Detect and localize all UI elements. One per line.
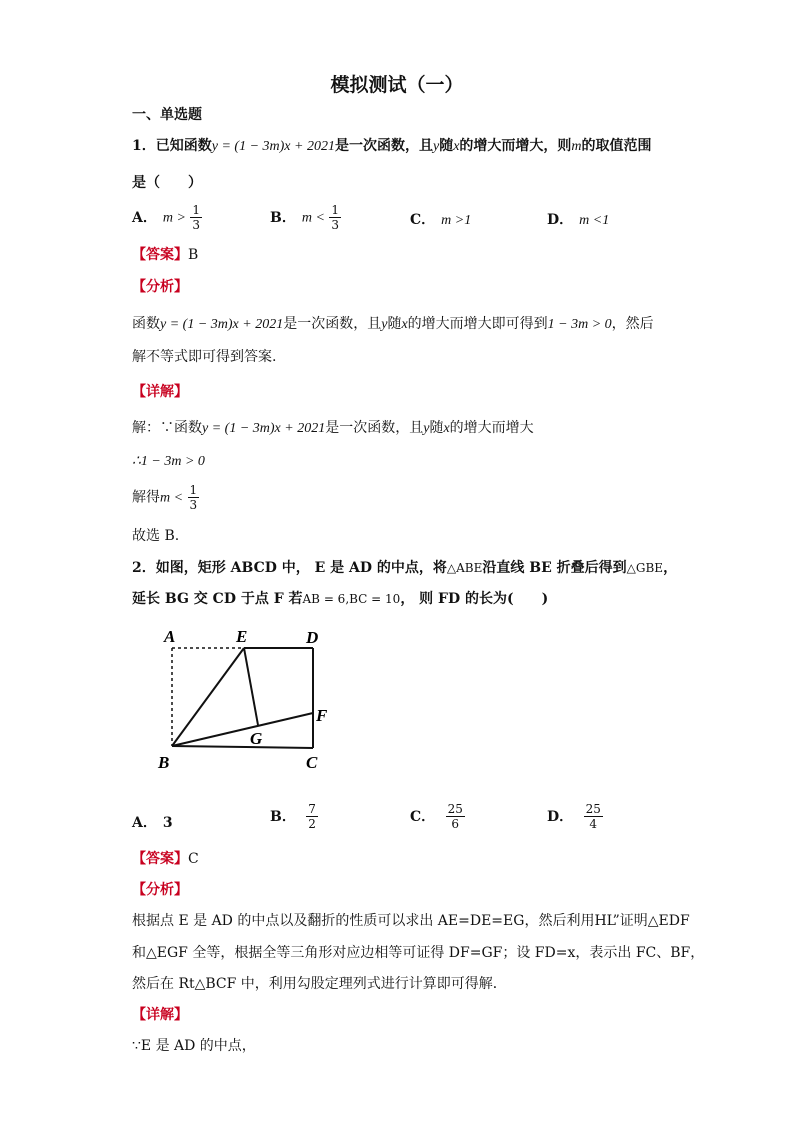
figure-label-b: B [158, 753, 170, 772]
q2-line1-end: ， [663, 560, 678, 576]
q1-analysis-tag: 【分析】 [132, 279, 188, 295]
q1-option-a-expr: m > [162, 210, 186, 226]
q1-option-b-expr: m < [301, 210, 325, 226]
q2-option-d[interactable] [547, 802, 603, 831]
q2-given: AB = 6,BC = 10 [302, 592, 401, 606]
q2-option-c-den: 6 [451, 817, 460, 831]
q1-option-c-label: C． [410, 212, 436, 228]
q1-analysis-line1 [132, 313, 654, 333]
q1-analysis-mid2: 的增大而增大即可得到 [407, 316, 548, 332]
page-title: 模拟测试（一） [330, 74, 464, 96]
q2-option-a-expr: 3 [162, 815, 173, 831]
q1-analysis-x: x [401, 317, 408, 332]
q1-answer-value: B [188, 247, 199, 263]
q1-option-a[interactable] [132, 203, 202, 232]
q2-option-d-num: 25 [585, 802, 601, 816]
q1-option-a-den: 3 [192, 218, 201, 232]
figure-line-eg [244, 648, 258, 725]
q2-option-d-frac [584, 802, 603, 831]
q1-solve [132, 483, 199, 512]
q1-var-y: y [432, 139, 440, 154]
q2-analysis-tag: 【分析】 [132, 882, 188, 898]
q2-tri1: △ABE [446, 561, 483, 575]
q2-option-c[interactable] [410, 802, 465, 831]
q1-stem-end: 的取值范围 [581, 138, 652, 154]
q1-option-b[interactable] [270, 203, 341, 232]
q1-analysis-ineq: 1 − 3m > 0 [547, 317, 612, 332]
q1-analysis-pre: 函数 [132, 316, 160, 332]
q1-stem [132, 135, 652, 155]
q1-answer-tag: 【答案】 [132, 247, 188, 263]
q2-option-b-frac [306, 802, 318, 831]
q1-analysis-sui: 随 [387, 316, 402, 332]
q1-sui: 随 [439, 138, 454, 154]
q1-detail-tag: 【详解】 [132, 384, 188, 400]
q1-solve-pre: 解得 [132, 489, 160, 506]
q1-option-d-expr: m <1 [579, 213, 610, 228]
q1-conclusion: 故选 B. [132, 528, 180, 544]
q2-line2-end: ， 则 FD 的长为( ) [400, 591, 549, 607]
q1-stem-pre: 已知函数 [155, 138, 212, 154]
q1-solve-frac [188, 483, 200, 512]
q1-number: 1． [132, 138, 156, 154]
q1-option-d-label: D． [547, 212, 574, 228]
q2-option-c-label: C． [410, 808, 436, 825]
q1-option-d[interactable] [547, 209, 609, 229]
q2-option-b[interactable] [270, 802, 318, 831]
figure-label-e: E [236, 627, 248, 646]
q1-therefore: ∴1 − 3m > 0 [132, 454, 205, 469]
q1-detail-formula: y = (1 − 3m)x + 2021 [202, 421, 326, 436]
q1-option-b-frac [329, 203, 341, 232]
q1-stem-line2: 是（ ） [132, 175, 202, 191]
q1-option-a-label: A． [132, 209, 157, 226]
q2-tri2: △GBE [626, 561, 664, 575]
q2-detail-tag: 【详解】 [132, 1007, 188, 1023]
q2-option-b-den: 2 [308, 817, 316, 831]
q1-detail-sui: 随 [429, 420, 444, 436]
q1-analysis-mid: 是一次函数，且 [283, 316, 382, 332]
q1-option-a-num: 1 [192, 203, 201, 217]
q1-detail-end: 的增大而增大 [449, 420, 534, 436]
figure-label-a: A [164, 627, 176, 646]
q2-answer-tag: 【答案】 [132, 851, 188, 867]
q2-line2-pre: 延长 BG 交 CD 于点 F 若 [132, 591, 303, 607]
q2-option-b-label: B． [270, 808, 296, 825]
q1-solve-den: 3 [189, 498, 198, 512]
q2-answer-value: C [188, 851, 199, 867]
q1-option-b-num: 1 [331, 203, 339, 217]
q2-option-c-frac [446, 802, 465, 831]
q2-option-d-label: D． [547, 808, 574, 825]
q1-detail-y: y [423, 421, 430, 436]
section-heading: 一、单选题 [132, 107, 202, 123]
q1-detail-pre: 解：∵函数 [132, 420, 202, 436]
q2-analysis-line1: 根据点 E 是 AD 的中点以及翻折的性质可以求出 AE=DE=EG，然后利用HL”证明△EDF [132, 913, 690, 929]
figure-label-d: D [306, 628, 319, 647]
q2-option-b-num: 7 [308, 802, 316, 816]
q1-analysis-line2: 解不等式即可得到答案. [132, 349, 277, 365]
q1-var-x: x [453, 139, 460, 154]
q1-detail-mid: 是一次函数，且 [325, 420, 424, 436]
figure-label-c: C [306, 753, 318, 772]
q1-option-c[interactable] [410, 209, 471, 229]
q2-stem-line1 [132, 557, 677, 577]
q1-var-m: m [571, 139, 582, 154]
q2-answer [132, 848, 199, 868]
q2-line1-pre: 如图，矩形 ABCD 中， E 是 AD 的中点，将 [155, 560, 447, 576]
q1-detail-x: x [443, 421, 450, 436]
q2-stem-line2 [132, 588, 548, 608]
q2-analysis-line2: 和△EGF 全等，根据全等三角形对应边相等可证得 DF=GF；设 FD=x，表示出 FC、BF， [132, 945, 705, 961]
q2-option-d-den: 4 [589, 817, 598, 831]
q2-option-a-label: A． [132, 815, 157, 831]
q2-option-c-num: 25 [447, 802, 463, 816]
q1-option-b-den: 3 [331, 218, 339, 232]
figure-line-bc [172, 746, 313, 748]
q2-line1-mid: 沿直线 BE 折叠后得到 [482, 560, 627, 576]
q1-option-a-frac [190, 203, 202, 232]
q1-detail-line1 [132, 417, 534, 437]
q1-answer [132, 244, 198, 264]
q1-solve-expr: m < [160, 490, 184, 506]
q2-option-a[interactable] [132, 812, 179, 832]
q2-figure [150, 620, 350, 780]
q1-stem-mid2: 的增大而增大，则 [459, 138, 572, 154]
q1-analysis-y: y [381, 317, 388, 332]
q1-option-c-expr: m >1 [441, 213, 472, 228]
q1-stem-mid1: 是一次函数，且 [334, 138, 433, 154]
q2-analysis-line3: 然后在 Rt△BCF 中，利用勾股定理列式进行计算即可得解． [132, 976, 507, 992]
figure-label-g: G [250, 729, 263, 748]
q2-number: 2． [132, 560, 156, 576]
q1-option-b-label: B． [270, 209, 296, 226]
q1-analysis-formula: y = (1 − 3m)x + 2021 [160, 317, 284, 332]
q1-solve-num: 1 [189, 483, 198, 497]
q1-formula: y = (1 − 3m)x + 2021 [211, 139, 335, 154]
q1-analysis-end: ，然后 [611, 316, 654, 332]
q2-detail-line1: ∵E 是 AD 的中点， [132, 1038, 256, 1054]
figure-label-f: F [316, 706, 328, 725]
